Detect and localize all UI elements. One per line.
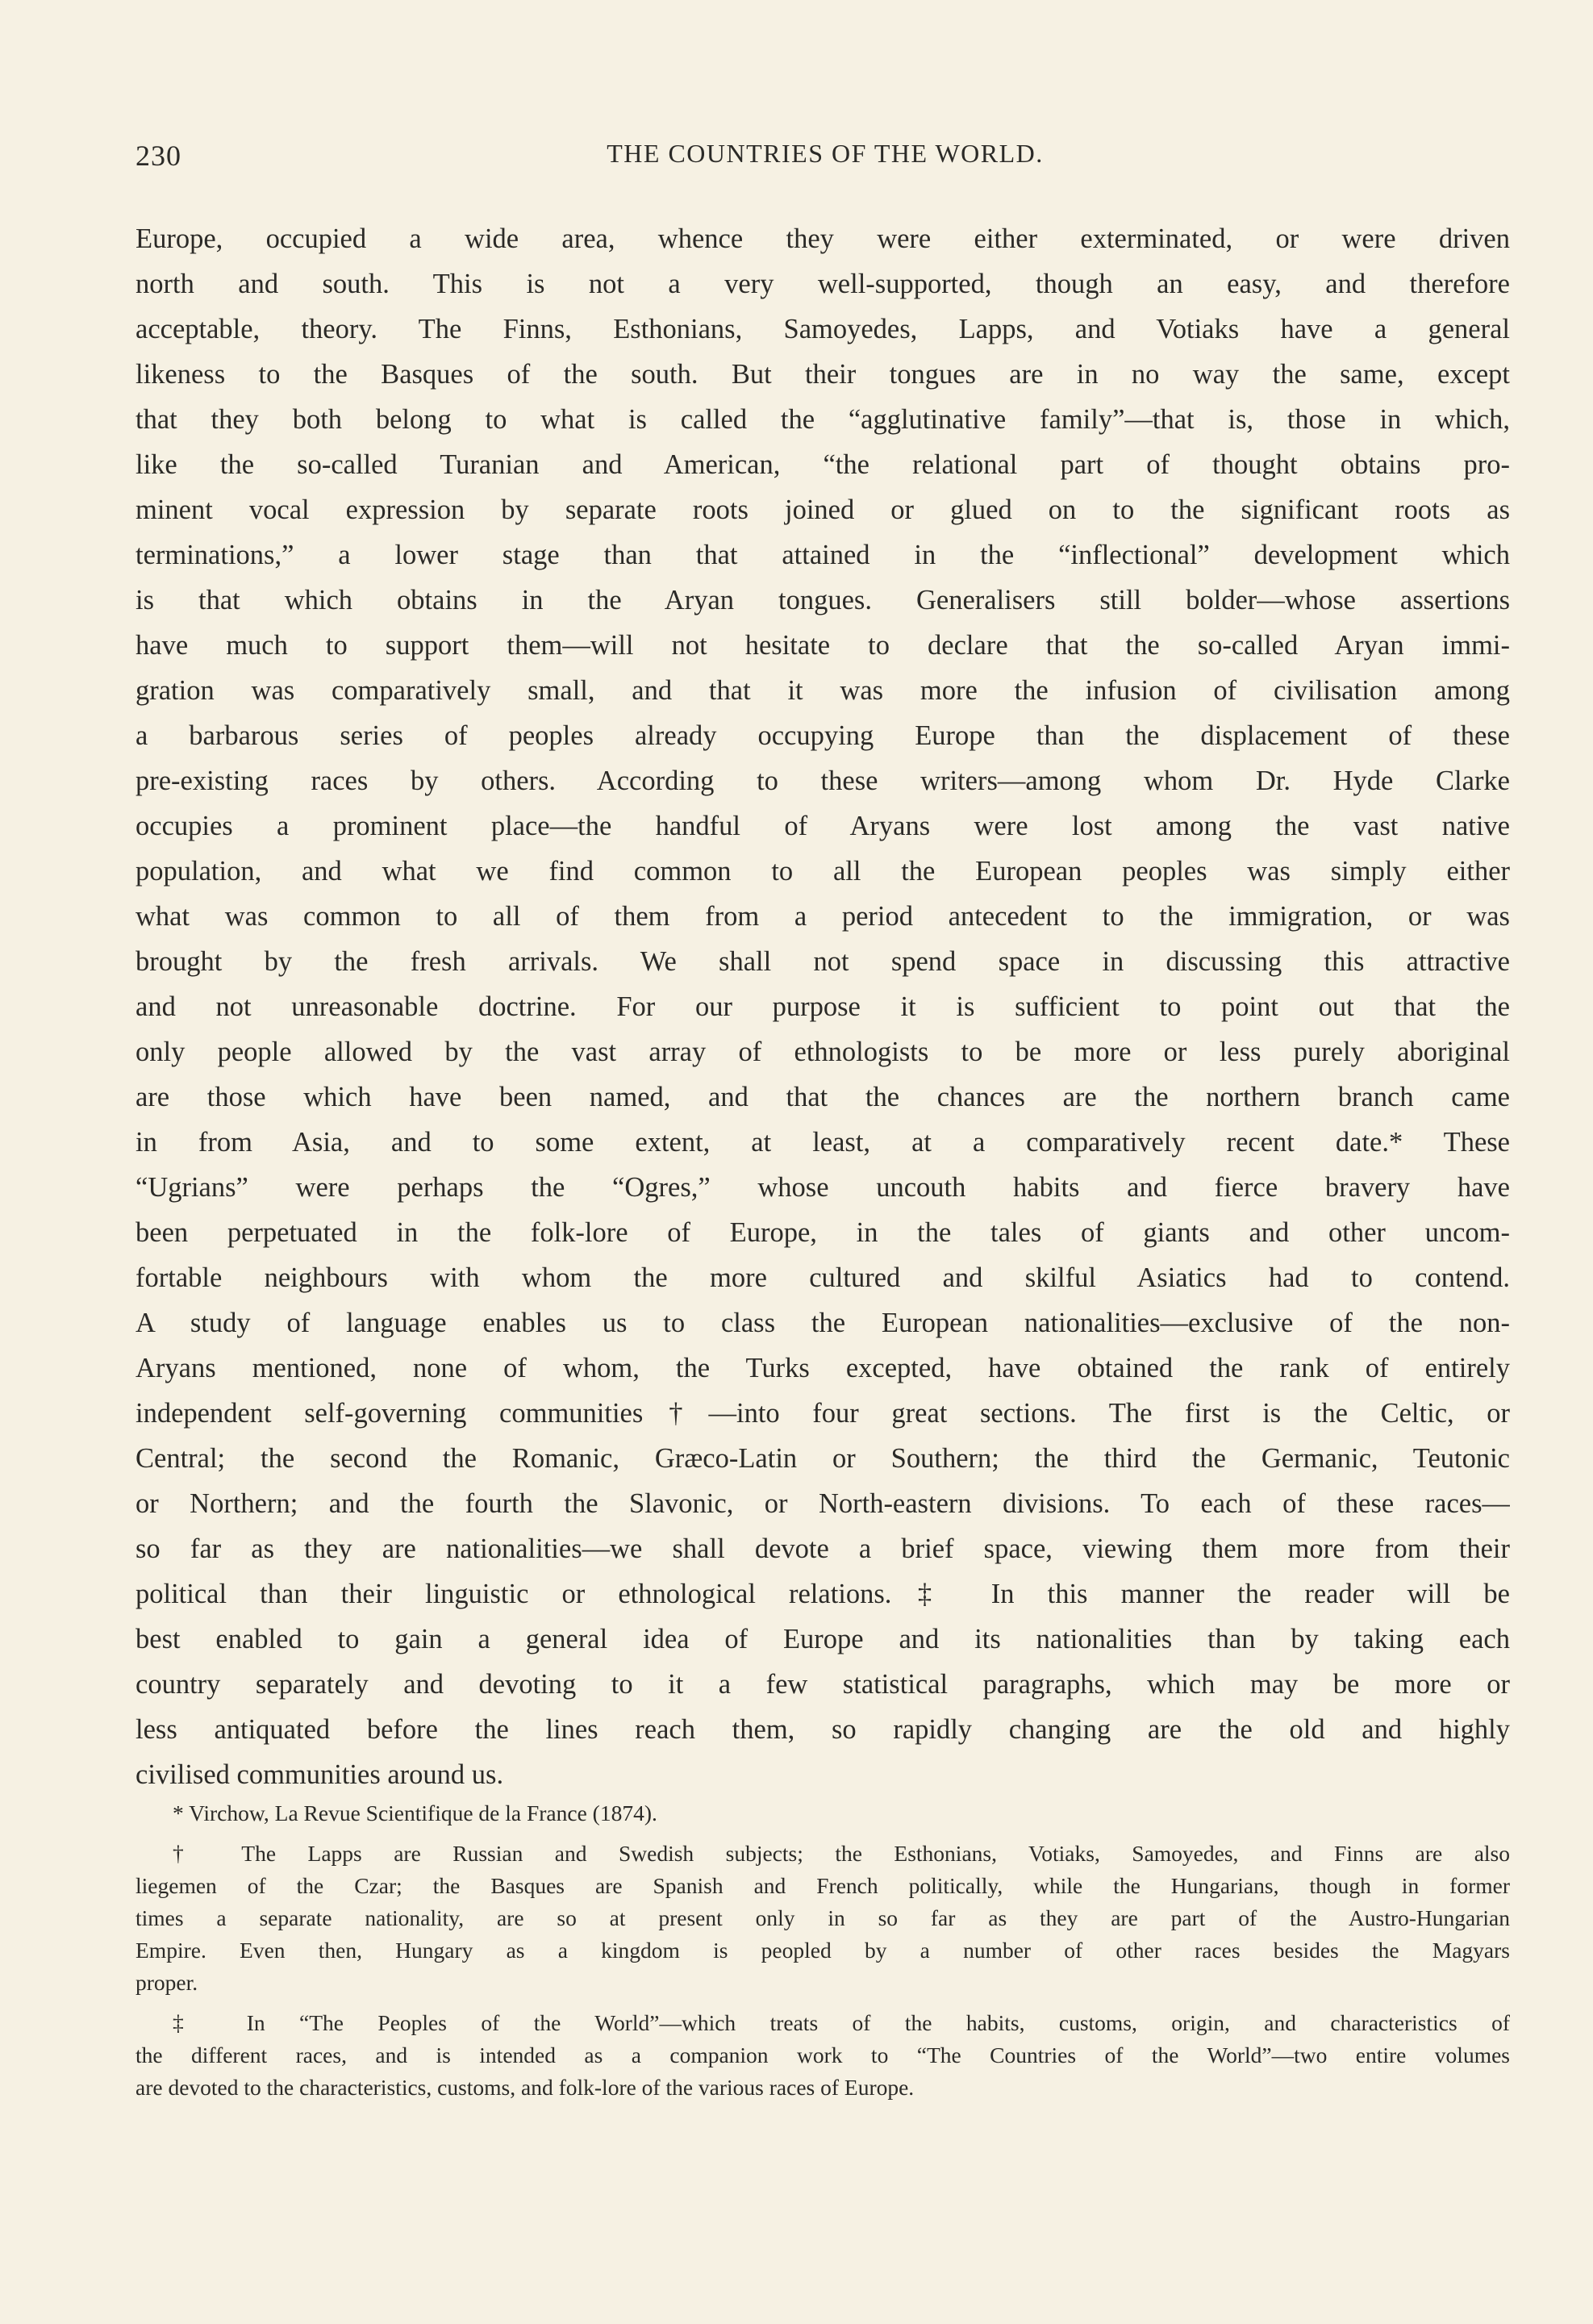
text-line: that they both belong to what is called the “agglutinative family”—that is, those in which, (136, 404, 1510, 435)
text-line: in from Asia, and to some extent, at least, at a comparatively recent date.* These (136, 1127, 1510, 1158)
text-line: A study of language enables us to class the European nationalities—exclusive of the non- (136, 1308, 1510, 1338)
text-line: north and south. This is not a very well-supported, though an easy, and therefore (136, 269, 1510, 299)
text-line: best enabled to gain a general idea of Europe and its nationalities than by taking each (136, 1624, 1510, 1654)
text-line: only people allowed by the vast array of ethnologists to be more or less purely aboriginal (136, 1037, 1510, 1067)
footnote-line: ‡ In “The Peoples of the World”—which treats of the habits, customs, origin, and characteristics of (173, 2010, 1510, 2035)
footnote-line: are devoted to the characteristics, customs, and folk-lore of the various races of Europe. (136, 2075, 915, 2100)
text-line: a barbarous series of peoples already occupying Europe than the displacement of these (136, 720, 1510, 751)
text-line: fortable neighbours with whom the more cultured and skilful Asiatics had to contend. (136, 1262, 1510, 1293)
footnote-line: Empire. Even then, Hungary as a kingdom is peopled by a number of other races besides the Magyars (136, 1938, 1510, 1963)
text-line: brought by the fresh arrivals. We shall not spend space in discussing this attractive (136, 946, 1510, 977)
footnote-line: † The Lapps are Russian and Swedish subjects; the Esthonians, Votiaks, Samoyedes, and Finns are also (173, 1841, 1510, 1866)
text-line: independent self-governing communities†—into four great sections. The first is the Celtic, or (136, 1398, 1510, 1429)
running-head (136, 139, 1515, 179)
footnote-line: times a separate nationality, are so at present only in so far as they are part of the Austro-Hungarian (136, 1905, 1510, 1930)
footnotes (136, 1797, 1510, 2104)
text-line: likeness to the Basques of the south. But their tongues are in no way the same, except (136, 359, 1510, 390)
footnote-line: proper. (136, 1970, 198, 1995)
text-line: Aryans mentioned, none of whom, the Turks excepted, have obtained the rank of entirely (136, 1353, 1510, 1383)
text-line: have much to support them—will not hesitate to declare that the so-called Aryan immi- (136, 630, 1510, 661)
footnote-lapps (136, 1838, 1510, 1999)
text-line-last: civilised communities around us. (136, 1759, 504, 1790)
text-line: are those which have been named, and that the chances are the northern branch came (136, 1082, 1510, 1112)
text-line: occupies a prominent place—the handful of Aryans were lost among the vast native (136, 811, 1510, 841)
text-line: “Ugrians” were perhaps the “Ogres,” whose uncouth habits and fierce bravery have (136, 1172, 1510, 1203)
text-line: country separately and devoting to it a few statistical paragraphs, which may be more or (136, 1669, 1510, 1700)
text-line: is that which obtains in the Aryan tongues. Generalisers still bolder—whose assertions (136, 585, 1510, 615)
text-line: gration was comparatively small, and that it was more the infusion of civilisation among (136, 675, 1510, 706)
text-line: and not unreasonable doctrine. For our purpose it is sufficient to point out that the (136, 991, 1510, 1022)
text-line: Central; the second the Romanic, Græco-Latin or Southern; the third the Germanic, Teutonic (136, 1443, 1510, 1474)
footnote-virchow (136, 1797, 1510, 1830)
text-line: like the so-called Turanian and American, “the relational part of thought obtains pro- (136, 449, 1510, 480)
page-number: 230 (136, 140, 181, 172)
text-line: so far as they are nationalities—we shall devote a brief space, viewing them more from their (136, 1533, 1510, 1564)
text-line: what was common to all of them from a period antecedent to the immigration, or was (136, 901, 1510, 932)
text-line: terminations,” a lower stage than that attained in the “inflectional” development which (136, 540, 1510, 570)
text-line: acceptable, theory. The Finns, Esthonians, Samoyedes, Lapps, and Votiaks have a general (136, 314, 1510, 344)
text-line: population, and what we find common to all the European peoples was simply either (136, 856, 1510, 887)
text-line: political than their linguistic or ethnological relations.‡ In this manner the reader will be (136, 1579, 1510, 1609)
footnote-peoples (136, 2007, 1510, 2104)
main-text (136, 216, 1510, 1797)
footnote-line: liegemen of the Czar; the Basques are Spanish and French politically, while the Hungarians, though in former (136, 1873, 1510, 1898)
text-line: been perpetuated in the folk-lore of Europe, in the tales of giants and other uncom- (136, 1217, 1510, 1248)
text-line: pre-existing races by others. According to these writers—among whom Dr. Hyde Clarke (136, 766, 1510, 796)
footnote-line: * Virchow, La Revue Scientifique de la France (1874). (173, 1800, 657, 1825)
text-line: Europe, occupied a wide area, whence they were either exterminated, or were driven (136, 223, 1510, 254)
text-line: minent vocal expression by separate roots joined or glued on to the significant roots as (136, 494, 1510, 525)
running-title: THE COUNTRIES OF THE WORLD. (607, 139, 1044, 168)
text-line: less antiquated before the lines reach them, so rapidly changing are the old and highly (136, 1714, 1510, 1745)
text-line: or Northern; and the fourth the Slavonic, or North-eastern divisions. To each of these races— (136, 1488, 1510, 1519)
footnote-line: the different races, and is intended as a companion work to “The Countries of the World”—two entire volumes (136, 2042, 1510, 2067)
